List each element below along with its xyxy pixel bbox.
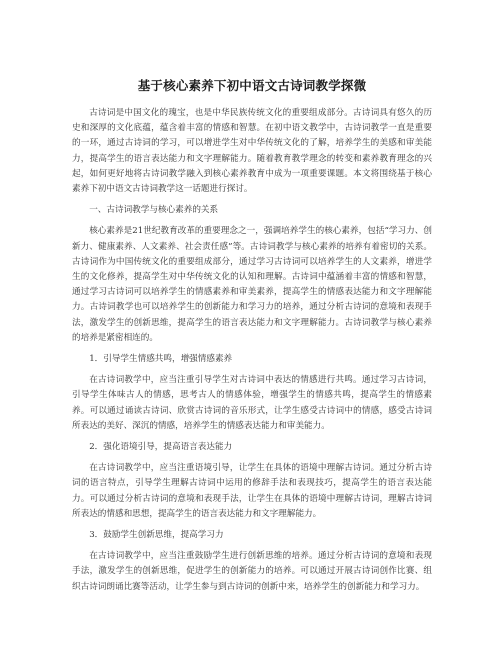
subsection-paragraph-2: 在古诗词教学中，应当注重语境引导，让学生在具体的语境中理解古诗词。通过分析古诗词的语言特点，引导学生理解古诗词中运用的修辞手法和表现技巧，提高学生的语言表达能力。可以通过分析古诗词的意境和表现手法，让学生在具体的语境中理解古诗词，理解古诗词所表达的情感和思想，提高学生的语言表达能力和文字理解能力。 [72, 463, 432, 519]
section-heading-1: 一、古诗词教学与核心素养的关系 [89, 205, 219, 216]
subsection-heading-2: 2．强化语境引导，提高语言表达能力 [89, 442, 233, 453]
document-title: 基于核心素养下初中语文古诗词教学探微 [137, 78, 367, 93]
subsection-paragraph-3: 在古诗词教学中，应当注重鼓励学生进行创新思维的培养。通过分析古诗词的意境和表现手法，激发学生的创新思维，促进学生的创新能力的培养。可以通过开展古诗词创作比赛、组织古诗词朗诵比赛等活动，让学生参与到古诗词的创新中来，培养学生的创新能力和学习力。 [72, 551, 432, 592]
subsection-heading-1: 1．引导学生情感共鸣，增强情感素养 [89, 354, 233, 365]
subsection-heading-3: 3．鼓励学生创新思维，提高学习力 [89, 530, 224, 541]
subsection-paragraph-1: 在古诗词教学中，应当注重引导学生对古诗词中表达的情感进行共鸣。通过学习古诗词，引导学生体味古人的情感，思考古人的情感体验，增强学生的情感共鸣，提高学生的情感素养。可以通过诵读古诗词、欣赏古诗词的音乐形式，让学生感受古诗词中的情感，感受古诗词所表达的美好、深沉的情感，培养学生的情感表达能力和审美能力。 [72, 375, 432, 431]
intro-paragraph: 古诗词是中国文化的瑰宝，也是中华民族传统文化的重要组成部分。古诗词具有悠久的历史和深厚的文化底蕴，蕴含着丰富的情感和智慧。在初中语文教学中，古诗词教学一直是重要的一环，通过古诗词的学习，可以增进学生对中华传统文化的了解，培养学生的美感和审美能力，提高学生的语言表达能力和文字理解能力。随着教育教学理念的转变和素养教育理念的兴起，如何更好地将古诗词教学融入到核心素养教育中成为一项重要课题。本文将围绕基于核心素养下初中语文古诗词教学这一话题进行探讨。 [72, 108, 432, 195]
section-paragraph-1: 核心素养是21世纪教育改革的重要理念之一，强调培养学生的核心素养，包括“学习力、创新力、健康素养、人文素养、社会责任感”等。古诗词教学与核心素养的培养有着密切的关系。古诗词作为中国传统文化的重要组成部分，通过学习古诗词可以培养学生的人文素养，增进学生的文化修养，提高学生对中华传统文化的认知和理解。古诗词中蕴涵着丰富的情感和智慧，通过学习古诗词可以培养学生的情感素养和审美素养，提高学生的情感表达能力和文字理解能力。古诗词教学也可以培养学生的创新能力和学习力的培养，通过分析古诗词的意境和表现手法，激发学生的创新思维，提高学生的语言表达能力和文字理解能力。古诗词教学与核心素养的培养是紧密相连的。 [72, 226, 432, 343]
